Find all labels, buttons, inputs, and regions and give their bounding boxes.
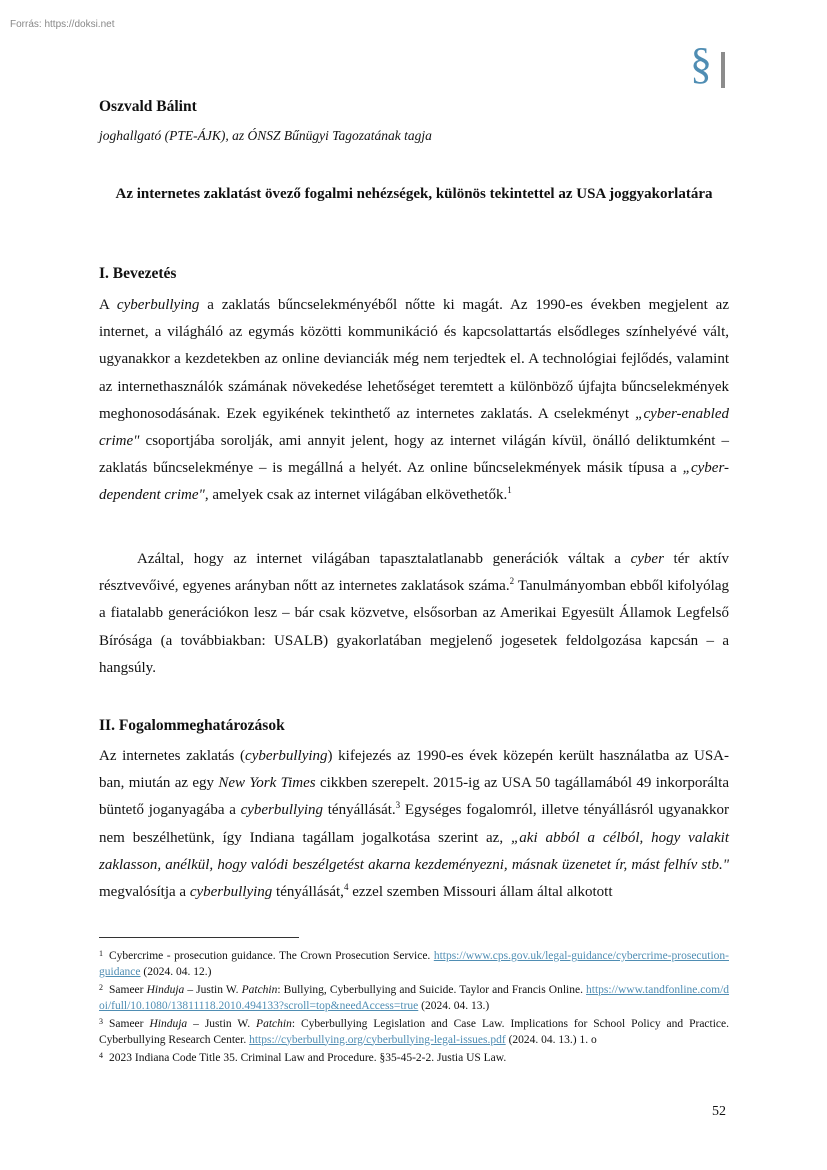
source-label: Forrás: https://doksi.net	[10, 19, 115, 30]
paragraph-intro-2: Azáltal, hogy az internet világában tapasztalatlanabb generációk váltak a cyber tér aktív résztvevőivé, egyenes arányban nőtt az internetes zaklatások száma.$^2$ Tanulmányomban ebből kifolyólag a fiatalabb generációkon lesz – bár csak közvetve, elsősorban az Amerikai Egyesült Államok Legfelső Bírósága (a továbbiakban: USALB) gyakorlatában megjelenő jogesetek feldolgozása kapcsán – a hangsúly.	[99, 551, 729, 676]
footnote-ref[interactable]: 4	[343, 882, 349, 893]
page-number: 52	[712, 1104, 726, 1119]
section-heading-definitions: II. Fogalommeghatározások	[99, 717, 285, 734]
footnote-link[interactable]: https://www.tandfonline.com/doi/full/10.1080/13811118.2010.494133?scroll=top&needAccess=true	[99, 984, 730, 1012]
footnote-4: $^4$ 2023 Indiana Code Title 35. Criminal Law and Procedure. §35-45-2-2. Justia US Law.	[99, 1051, 507, 1064]
footnotes	[99, 946, 729, 1067]
section-heading-introduction: I. Bevezetés	[99, 265, 177, 282]
paragraph-intro-1: A cyberbullying a zaklatás bűncselekményéből nőtte ki magát. Az 1990-es években megjelent az internet, a világháló az egymás közötti kommunikáció és kapcsolattartás elsődleges színhelyévé vált, ugyanakkor a kezdetekben az online devianciák még nem terjedtek el. A technológiai fejlődés, valamint az internethasználók számának növekedése lehetőséget teremtett a különböző újfajta bűncselekmények meghonosodásának. Ezek egyikének tekinthető az internetes zaklatás. A cselekményt „cyber-enabled crime" csoportjába sorolják, ami annyit jelent, hogy az internet világán kívül, önálló deliktumként – zaklatás bűncselekménye – is megállná a helyét. Az online bűncselekmények másik típusa a „cyber-dependent crime", amelyek csak az internet világában elkövethetők.$^1$	[99, 297, 729, 504]
author-affiliation: joghallgató (PTE-ÁJK), az ÓNSZ Bűnügyi Tagozatának tagja	[99, 128, 432, 143]
footnote-3: $^3$ Sameer Hinduja – Justin W. Patchin: Cyberbullying Legislation and Case Law. Implications for School Policy and Practice. Cyberbullying Research Center. https://cyberbullying.org/cyberbullying-legal-issues.pdf (2024. 04. 13.) 1. o	[99, 1017, 730, 1046]
author-name: Oszvald Bálint	[99, 98, 197, 115]
footnote-ref[interactable]: 1	[507, 485, 512, 496]
footnote-ref[interactable]: 3	[395, 800, 401, 811]
footnote-2: $^2$ Sameer Hinduja – Justin W. Patchin: Bullying, Cyberbullying and Suicide. Taylor and Francis Online. https://www.tandfonline.com/doi/full/10.1080/13811118.2010.494133?scroll=top&needAccess=true (2024. 04. 13.)	[99, 983, 730, 1012]
footnote-ref[interactable]: 2	[509, 576, 515, 587]
article-title: Az internetes zaklatást övező fogalmi nehézségek, különös tekintettel az USA joggyakorlatára	[115, 186, 713, 202]
footnote-divider	[99, 937, 299, 938]
footnote-1: $^1$ Cybercrime - prosecution guidance. The Crown Prosecution Service. https://www.cps.gov.uk/legal-guidance/cybercrime-prosecution-guidance (2024. 04. 12.)	[99, 949, 729, 978]
footnote-link[interactable]: https://cyberbullying.org/cyberbullying-legal-issues.pdf	[249, 1033, 506, 1046]
footnote-link[interactable]: https://www.cps.gov.uk/legal-guidance/cybercrime-prosecution-guidance	[99, 950, 729, 978]
paragraph-definitions-1: Az internetes zaklatás (cyberbullying) kifejezés az 1990-es évek közepén került használatba az USA-ban, miután az egy New York Times cikkben szerepelt. 2015-ig az USA 50 tagállamából 49 inkorporálta büntető joganyagába a cyberbullying tényállását.$^3$ Egységes fogalomról, illetve tényállásról ugyanakkor nem beszélhetünk, így Indiana tagállam jogalkotása szerint az, „aki abból a célból, hogy valakit zaklasson, anélkül, hogy valódi beszélgetést akarna kezdeményezni, másnak üzenetet ír, mást felhív stb." megvalósítja a cyberbullying tényállását,$^4$ ezzel szemben Missouri állam által alkotott	[99, 748, 730, 901]
logo-bar	[721, 52, 725, 88]
journal-logo	[690, 39, 730, 90]
section-sign-icon: §	[690, 39, 712, 88]
